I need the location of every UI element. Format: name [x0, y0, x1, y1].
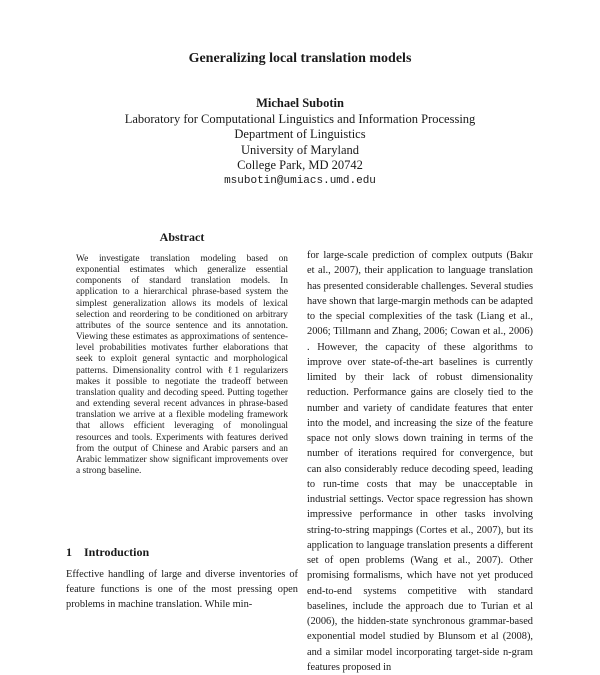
affiliation-line: Laboratory for Computational Linguistics and Information Processing [124, 111, 476, 126]
affiliation-line: College Park, MD 20742 [237, 158, 363, 172]
introduction-text: Effective handling of large and diverse inventories of feature functions is one of the most pressing open problems in machine translation. While min- [66, 569, 298, 611]
abstract-heading: Abstract [159, 230, 205, 244]
author-name: Michael Subotin [256, 96, 344, 110]
section-number: 1 [66, 545, 72, 559]
section-heading [66, 545, 149, 559]
right-column [307, 248, 533, 675]
affiliation-line: University of Maryland [240, 142, 360, 157]
left-column [66, 230, 298, 477]
paper-title: Generalizing local translation models [188, 51, 412, 66]
right-column-text: for large-scale prediction of complex outputs (Bakır et al., 2007), their application to language translation has presented considerable challenges. Several studies have shown that large-margin methods can be adapted to the special complexities of the task (Liang et al., 2006; Tillmann and Zhang, 2006; Cowan et al., 2006) . However, the capacity of these algorithms to improve over state-of-the-art baselines is currently limited by their lack of robust dimensionality reduction. Performance gains are closely tied to the number and variety of candidate features that enter into the model, and increasing the size of the feature space not only slows down training in terms of the number of iterations required for convergence, but can also considerably reduce decoding speed, leading to run-time costs that may be unacceptable in industrial settings. Vector space regression has shown impressive performance in other tasks involving string-to-string mappings (Cortes et al., 2007), but its application to language translation presents a different set of open problems (Wang et al., 2007). Other promising formalisms, which have not yet produced end-to-end systems competitive with standard baselines, include the approach due to Turian et al (2006), the hidden-state synchronous grammar-based exponential model studied by Blunsom et al (2008), and a similar model incorporating target-side n-gram features proposed in [307, 250, 533, 673]
section-title: Introduction [84, 545, 150, 559]
affiliation-line: Department of Linguistics [234, 127, 366, 141]
abstract-text: We investigate translation modeling based on exponential estimates which generalize essential components of standard translation models. In application to a hierarchical phrase-based system the simplest generalization allows its models of lexical selection and reordering to be conditioned on arbitrary attributes of the source sentence and its annotation. Viewing these estimates as approximations of sentence-level probabilities motivates further elaborations that seek to exploit general syntactic and morphological patterns. Dimensionality control with ℓ1 regularizers makes it possible to negotiate the tradeoff between translation quality and decoding speed. Putting together and extending several recent advances in phrase-based translation we arrive at a flexible modeling framework that allows efficient leveraging of monolingual resources and tools. Experiments with features derived from the output of Chinese and Arabic parsers and an Arabic lemmatizer show significant improvements over a strong baseline. [76, 254, 288, 476]
author-block [0, 96, 600, 189]
author-email: msubotin@umiacs.umd.edu [224, 174, 376, 187]
